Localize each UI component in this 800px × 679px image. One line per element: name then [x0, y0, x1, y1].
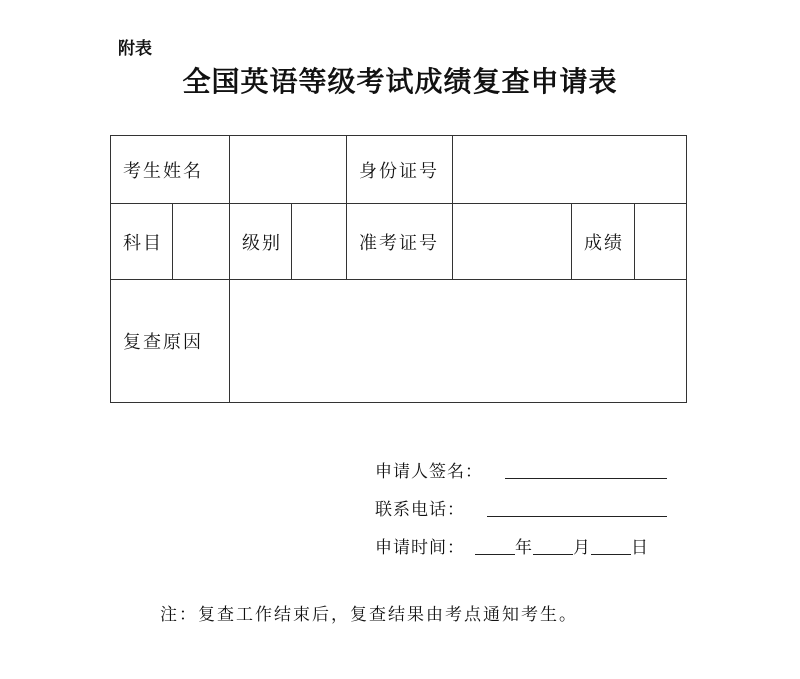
date-label: 申请时间： [375, 537, 465, 558]
subject-label: 科目 [111, 204, 173, 280]
signature-label: 申请人签名： [375, 461, 483, 482]
attachment-label: 附表 [118, 39, 152, 59]
level-label: 级别 [230, 204, 292, 280]
signature-line [375, 450, 667, 488]
date-line [375, 526, 667, 564]
signature-block [375, 450, 667, 564]
name-label: 考生姓名 [111, 136, 230, 204]
phone-label: 联系电话： [375, 499, 465, 520]
admission-field[interactable] [453, 204, 572, 280]
day-field[interactable] [591, 536, 631, 555]
phone-field[interactable] [487, 498, 667, 517]
application-table [110, 135, 687, 403]
footnote: 注：复查工作结束后，复查结果由考点通知考生。 [160, 605, 578, 625]
name-field[interactable] [230, 136, 347, 204]
id-field[interactable] [453, 136, 687, 204]
score-field[interactable] [635, 204, 687, 280]
reason-field[interactable] [230, 280, 687, 403]
score-label: 成绩 [572, 204, 635, 280]
day-label: 日 [631, 537, 649, 558]
phone-line [375, 488, 667, 526]
year-field[interactable] [475, 536, 515, 555]
admission-label: 准考证号 [347, 204, 453, 280]
page-title: 全国英语等级考试成绩复查申请表 [182, 65, 618, 98]
signature-field[interactable] [505, 460, 667, 479]
level-field[interactable] [292, 204, 347, 280]
year-label: 年 [515, 537, 533, 558]
reason-label: 复查原因 [111, 280, 230, 403]
month-field[interactable] [533, 536, 573, 555]
subject-field[interactable] [173, 204, 230, 280]
id-label: 身份证号 [347, 136, 453, 204]
month-label: 月 [573, 537, 591, 558]
